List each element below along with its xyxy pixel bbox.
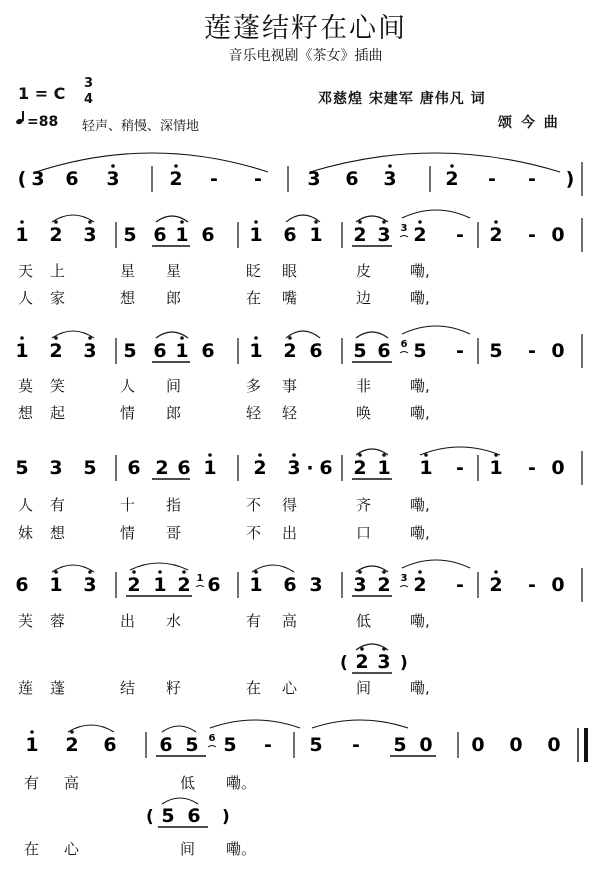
expression-marking: 轻声、稍慢、深情地 (82, 119, 200, 134)
note: 6 (283, 574, 297, 596)
high-octave-dot (180, 220, 184, 224)
high-octave-dot (20, 336, 24, 340)
high-octave-dot (494, 220, 498, 224)
lyric-char: 指 (166, 496, 182, 514)
note: - (456, 457, 464, 479)
note: 6 (65, 168, 79, 190)
high-octave-dot (30, 730, 34, 734)
slur (210, 720, 300, 728)
alt-notes-close: ) (222, 807, 230, 827)
lyric-char: 结 (120, 679, 136, 697)
note: 2 (177, 574, 191, 596)
note: 5 (309, 734, 323, 756)
high-octave-dot (111, 164, 115, 168)
note: 6 (377, 340, 391, 362)
note: 2 (253, 457, 267, 479)
note: 6 (103, 734, 117, 756)
high-octave-dot (388, 164, 392, 168)
note: 0 (551, 340, 565, 362)
lyric-char: 想 (120, 289, 136, 307)
note: 2 (283, 340, 297, 362)
slur (402, 560, 470, 568)
note: - (528, 224, 536, 246)
note: 5 (161, 805, 175, 827)
high-octave-dot (208, 453, 212, 457)
lyric-char: 不 (246, 524, 262, 542)
lyric-char: 轻 (282, 404, 298, 422)
high-octave-dot (288, 336, 292, 340)
note: 3 (287, 457, 301, 479)
lyricist-credit: 邓慈煌 宋建军 唐伟凡 词 (318, 91, 486, 107)
lyric-char: 口 (356, 524, 372, 542)
note: ) (565, 168, 575, 190)
note: 3 (83, 340, 97, 362)
note: 1 (153, 574, 167, 596)
note: 3 (31, 168, 45, 190)
note: 5 (185, 734, 199, 756)
lyric-char: 低 (356, 612, 372, 630)
lyric-char: 籽 (166, 679, 182, 697)
high-octave-dot (494, 570, 498, 574)
lyric-char: 星 (120, 262, 136, 280)
note: 5 (413, 340, 427, 362)
slur (162, 726, 196, 732)
time-signature-bottom: 4 (84, 92, 94, 107)
note: - (488, 168, 496, 190)
note: 3 (353, 574, 367, 596)
note: 0 (547, 734, 561, 756)
note: - (528, 457, 536, 479)
lyric-char: 有 (50, 496, 66, 514)
lyric-char: 嘞, (410, 612, 430, 630)
note: 2 (49, 224, 63, 246)
lyric-char: 嘞。 (226, 840, 257, 858)
high-octave-dot (254, 336, 258, 340)
note: 1 (249, 224, 263, 246)
alt-notes-open: ( (340, 653, 348, 673)
lyric-char: 妹 (18, 524, 34, 542)
lyric-char: 高 (64, 774, 80, 792)
grace-note: 6 (208, 733, 216, 744)
grace-tie (208, 746, 216, 748)
lyric-char: 高 (282, 612, 298, 630)
lyric-char: 嘞, (410, 289, 430, 307)
high-octave-dot (180, 336, 184, 340)
slur (130, 563, 188, 570)
lyric-char: 边 (356, 289, 372, 307)
high-octave-dot (20, 220, 24, 224)
slur (420, 447, 500, 455)
note: 3 (83, 224, 97, 246)
note: 1 (489, 457, 503, 479)
high-octave-dot (360, 647, 364, 651)
lyric-char: 莲 (18, 679, 34, 697)
lyric-char: 轻 (246, 404, 262, 422)
note: 6 (159, 734, 173, 756)
grace-note: 3 (400, 573, 408, 584)
note: 0 (509, 734, 523, 756)
note: 0 (551, 457, 565, 479)
lyric-char: 嘞, (410, 377, 430, 395)
lyric-char: 嘞, (410, 679, 430, 697)
note: 1 (15, 340, 29, 362)
note: - (254, 168, 262, 190)
note: 3 (106, 168, 120, 190)
lyric-char: 间 (166, 377, 182, 395)
note: 1 (175, 224, 189, 246)
grace-tie (400, 236, 408, 238)
alt-notes-close: ) (400, 653, 408, 673)
note: 2 (489, 574, 503, 596)
grace-tie (400, 352, 408, 354)
lyric-char: 皮 (356, 262, 372, 280)
slur (52, 565, 94, 572)
high-octave-dot (158, 570, 162, 574)
high-octave-dot (450, 164, 454, 168)
high-octave-dot (254, 220, 258, 224)
high-octave-dot (132, 570, 136, 574)
lyric-char: 人 (18, 496, 34, 514)
lyric-char: 嘞, (410, 262, 430, 280)
note: 2 (65, 734, 79, 756)
note: 1 (249, 574, 263, 596)
lyric-char: 家 (50, 289, 66, 307)
note: - (456, 340, 464, 362)
note: 3 (83, 574, 97, 596)
note: 0 (551, 574, 565, 596)
key-signature: 1 = C (18, 84, 66, 103)
lyric-char: 事 (282, 377, 298, 395)
note: 1 (309, 224, 323, 246)
note: ( (17, 168, 27, 190)
song-subtitle: 音乐电视剧《茶女》插曲 (228, 48, 383, 64)
high-octave-dot (418, 570, 422, 574)
lyric-char: 心 (282, 679, 298, 697)
note: 2 (127, 574, 141, 596)
note: 1 (419, 457, 433, 479)
note: 3 (377, 224, 391, 246)
note: 2 (445, 168, 459, 190)
note: 6 (201, 224, 215, 246)
note: 1 (15, 224, 29, 246)
note: 6 (319, 457, 333, 479)
note: 6 (201, 340, 215, 362)
note: - (456, 224, 464, 246)
lyric-char: 唤 (356, 404, 372, 422)
note: 2 (353, 457, 367, 479)
slur (402, 326, 470, 334)
grace-note: 3 (400, 223, 408, 234)
lyric-char: 蓉 (50, 612, 66, 630)
lyric-char: 星 (166, 262, 182, 280)
lyric-char: 得 (282, 496, 298, 514)
note: 5 (15, 457, 29, 479)
note: 1 (49, 574, 63, 596)
note: 6 (345, 168, 359, 190)
lyric-char: 非 (356, 377, 372, 395)
lyric-char: 笑 (50, 377, 66, 395)
note: - (528, 168, 536, 190)
note: 0 (419, 734, 433, 756)
slur (52, 215, 94, 222)
lyric-char: 出 (282, 524, 298, 542)
note: 6 (207, 574, 221, 596)
note: 1 (203, 457, 217, 479)
high-octave-dot (258, 453, 262, 457)
lyric-char: 天 (18, 262, 34, 280)
lyric-char: 人 (18, 289, 34, 307)
lyric-char: 郎 (166, 404, 182, 422)
note: 2 (353, 224, 367, 246)
slur (68, 725, 114, 732)
high-octave-dot (182, 570, 186, 574)
lyric-char: 蓬 (50, 679, 66, 697)
lyric-char: 郎 (166, 289, 182, 307)
lyric-char: 有 (246, 612, 262, 630)
note: 5 (123, 340, 137, 362)
slur (162, 798, 198, 804)
slur (312, 720, 408, 728)
lyric-char: 莫 (18, 377, 34, 395)
lyric-char: 起 (50, 404, 66, 422)
note: - (352, 734, 360, 756)
composer-credit: 颂 今 曲 (498, 115, 560, 131)
lyric-char: 想 (18, 404, 34, 422)
note: 1 (249, 340, 263, 362)
lyric-char: 间 (356, 679, 372, 697)
lyric-char: 低 (180, 774, 196, 792)
note: · (306, 457, 314, 479)
lyric-char: 间 (180, 840, 196, 858)
slur (402, 210, 470, 218)
high-octave-dot (174, 164, 178, 168)
high-octave-dot (418, 220, 422, 224)
note: 5 (123, 224, 137, 246)
note: 6 (15, 574, 29, 596)
lyric-char: 眨 (246, 262, 262, 280)
lyric-char: 眼 (282, 262, 298, 280)
note: 2 (377, 574, 391, 596)
note: 5 (83, 457, 97, 479)
lyric-char: 在 (24, 840, 40, 858)
lyric-char: 情 (120, 524, 136, 542)
note: 3 (307, 168, 321, 190)
lyric-char: 嘞。 (226, 774, 257, 792)
lyric-char: 心 (64, 840, 80, 858)
grace-note: 6 (400, 339, 408, 350)
lyric-char: 不 (246, 496, 262, 514)
note: 3 (309, 574, 323, 596)
alt-notes-open: ( (146, 807, 154, 827)
note: 2 (413, 574, 427, 596)
note: - (210, 168, 218, 190)
grace-note: 1 (196, 573, 204, 584)
lyric-char: 在 (246, 289, 262, 307)
lyric-char: 芙 (18, 612, 34, 630)
note: 1 (377, 457, 391, 479)
note: 2 (355, 651, 369, 673)
song-title: 莲蓬结籽在心间 (204, 13, 407, 44)
note: 5 (489, 340, 503, 362)
note: 6 (153, 224, 167, 246)
note: 1 (25, 734, 39, 756)
note: 2 (155, 457, 169, 479)
lyric-char: 上 (50, 262, 66, 280)
lyric-char: 在 (246, 679, 262, 697)
note: - (528, 340, 536, 362)
grace-tie (196, 586, 204, 588)
note: 6 (309, 340, 323, 362)
lyric-char: 嘴 (282, 289, 298, 307)
note: 5 (393, 734, 407, 756)
note: 6 (187, 805, 201, 827)
note: 6 (127, 457, 141, 479)
tempo-marking: =88 (27, 114, 59, 130)
note: 3 (383, 168, 397, 190)
lyric-char: 嘞, (410, 496, 430, 514)
note: 0 (551, 224, 565, 246)
note: - (528, 574, 536, 596)
note: - (264, 734, 272, 756)
lyric-char: 嘞, (410, 404, 430, 422)
lyric-char: 哥 (166, 524, 182, 542)
lyric-char: 想 (50, 524, 66, 542)
note: 5 (353, 340, 367, 362)
slur (252, 565, 294, 572)
note: 1 (175, 340, 189, 362)
lyric-char: 嘞, (410, 524, 430, 542)
lyric-char: 水 (166, 612, 182, 630)
note: 2 (49, 340, 63, 362)
lyric-char: 情 (120, 404, 136, 422)
note: 3 (49, 457, 63, 479)
lyric-char: 多 (246, 377, 262, 395)
note: - (456, 574, 464, 596)
lyric-char: 出 (120, 612, 136, 630)
note: 6 (283, 224, 297, 246)
lyric-char: 十 (120, 496, 136, 514)
note: 0 (471, 734, 485, 756)
slur (52, 331, 94, 338)
time-signature-top: 3 (84, 76, 94, 91)
lyric-char: 有 (24, 774, 40, 792)
grace-tie (400, 586, 408, 588)
lyric-char: 人 (120, 377, 136, 395)
note: 2 (169, 168, 183, 190)
note: 2 (413, 224, 427, 246)
lyric-char: 齐 (356, 496, 372, 514)
note: 3 (377, 651, 391, 673)
note: 6 (153, 340, 167, 362)
slur (356, 332, 388, 338)
high-octave-dot (292, 453, 296, 457)
note: 5 (223, 734, 237, 756)
note: 2 (489, 224, 503, 246)
note: 6 (177, 457, 191, 479)
high-octave-dot (314, 220, 318, 224)
